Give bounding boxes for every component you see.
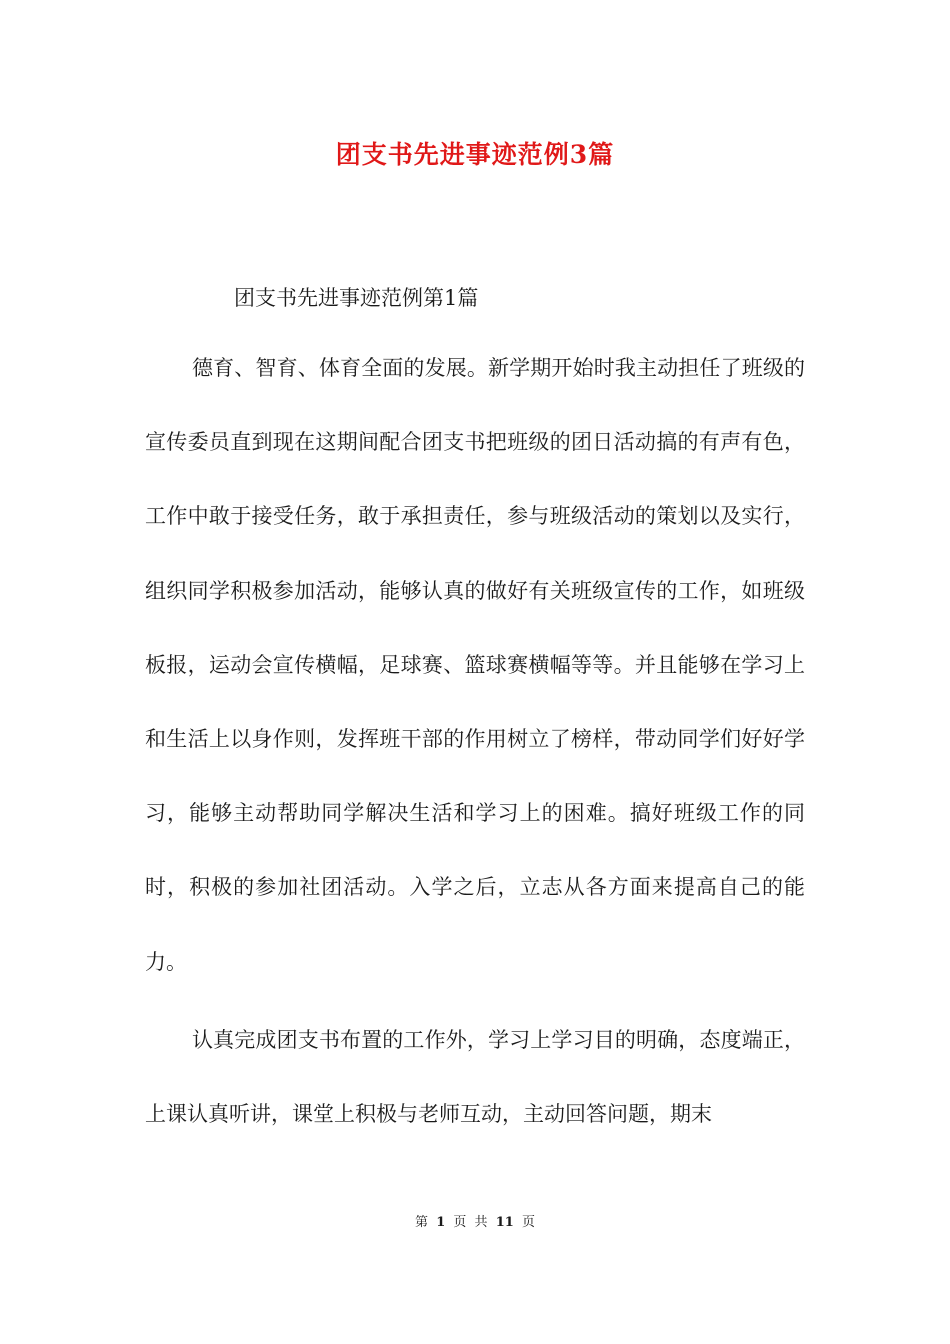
page-footer — [0, 1211, 950, 1230]
body-paragraph-2: 认真完成团支书布置的工作外，学习上学习目的明确，态度端正，上课认真听讲，课堂上积极与老师互动，主动回答问题，期末 — [145, 1028, 805, 1127]
document-title: 团支书先进事迹范例3篇 — [335, 140, 615, 169]
body-paragraph-1: 德育、智育、体育全面的发展。新学期开始时我主动担任了班级的宣传委员直到现在这期间配合团支书把班级的团日活动搞的有声有色，工作中敢于接受任务，敢于承担责任，参与班级活动的策划以及实行，组织同学积极参加活动，能够认真的做好有关班级宣传的工作，如班级板报，运动会宣传横幅，足球赛、篮球赛横幅等等。并且能够在学习上和生活上以身作则，发挥班干部的作用树立了榜样，带动同学们好好学习，能够主动帮助同学解决生活和学习上的困难。搞好班级工作的同时，积极的参加社团活动。入学之后，立志从各方面来提高自己的能力。 — [145, 356, 805, 974]
footer-total-pages: 11 — [495, 1215, 514, 1230]
footer-total-label: 共 — [474, 1215, 488, 1230]
footer-page-label: 页 — [453, 1215, 467, 1230]
section-heading: 团支书先进事迹范例第1篇 — [234, 286, 479, 310]
footer-suffix: 页 — [521, 1215, 535, 1230]
footer-page-number: 1 — [436, 1215, 446, 1230]
footer-prefix: 第 — [415, 1215, 429, 1230]
